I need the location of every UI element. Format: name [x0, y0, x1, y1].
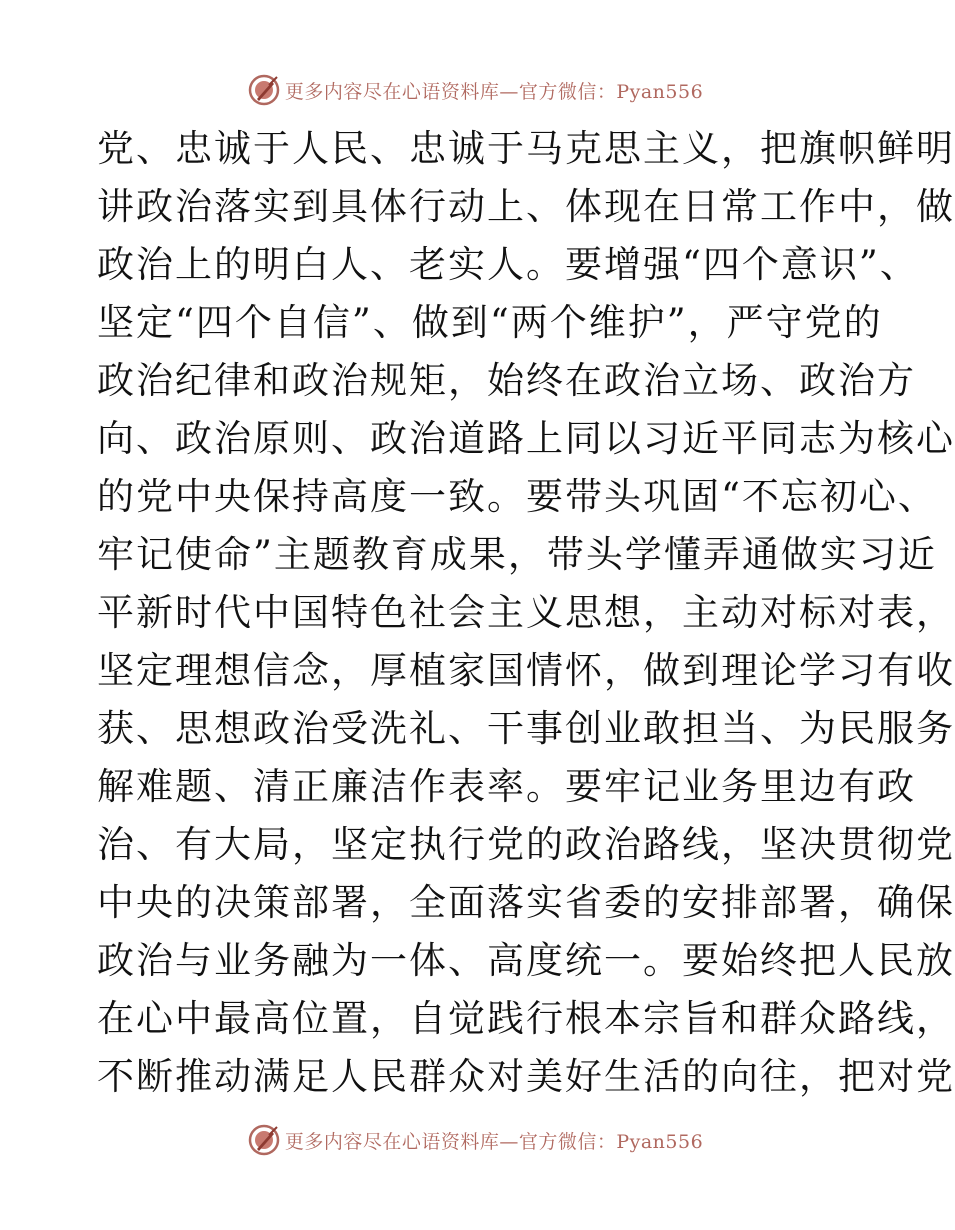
text-line: 的党中央保持高度一致。要带头巩固“不忘初心、 [97, 475, 937, 518]
text-line: 党、忠诚于人民、忠诚于马克思主义，把旗帜鲜明 [97, 127, 955, 170]
text-line: 平新时代中国特色社会主义思想，主动对标对表， [97, 591, 955, 634]
text-line: 讲政治落实到具体行动上、体现在日常工作中，做 [97, 185, 955, 228]
header-watermark [0, 72, 950, 108]
text-line: 政治与业务融为一体、高度统一。要始终把人民放 [97, 939, 955, 982]
text-line: 向、政治原则、政治道路上同以习近平同志为核心 [97, 417, 955, 460]
text-line: 牢记使命”主题教育成果，带头学懂弄通做实习近 [97, 533, 937, 576]
text-line: 政治纪律和政治规矩，始终在政治立场、政治方 [97, 359, 916, 402]
text-line: 坚定“四个自信”、做到“两个维护”，严守党的 [97, 301, 883, 344]
text-line: 治、有大局，坚定执行党的政治路线，坚决贯彻党 [97, 823, 955, 866]
text-line: 解难题、清正廉洁作表率。要牢记业务里边有政 [97, 765, 916, 808]
footer-watermark [0, 1122, 950, 1158]
watermark-text: 更多内容尽在心语资料库—官方微信：Pyan556 [284, 80, 704, 103]
text-line: 在心中最高位置，自觉践行根本宗旨和群众路线， [97, 997, 955, 1040]
red-seal-quill-logo-icon [247, 73, 281, 107]
text-line: 政治上的明白人、老实人。要增强“四个意识”、 [97, 243, 919, 286]
text-line: 获、思想政治受洗礼、干事创业敢担当、为民服务 [97, 707, 955, 750]
red-seal-quill-logo-icon [247, 1123, 281, 1157]
watermark-text: 更多内容尽在心语资料库—官方微信：Pyan556 [284, 1130, 704, 1153]
document-body [97, 120, 955, 1106]
text-line: 坚定理想信念，厚植家国情怀，做到理论学习有收 [97, 649, 955, 692]
text-line: 中央的决策部署，全面落实省委的安排部署，确保 [97, 881, 955, 924]
text-line: 不断推动满足人民群众对美好生活的向往，把对党 [97, 1055, 955, 1098]
